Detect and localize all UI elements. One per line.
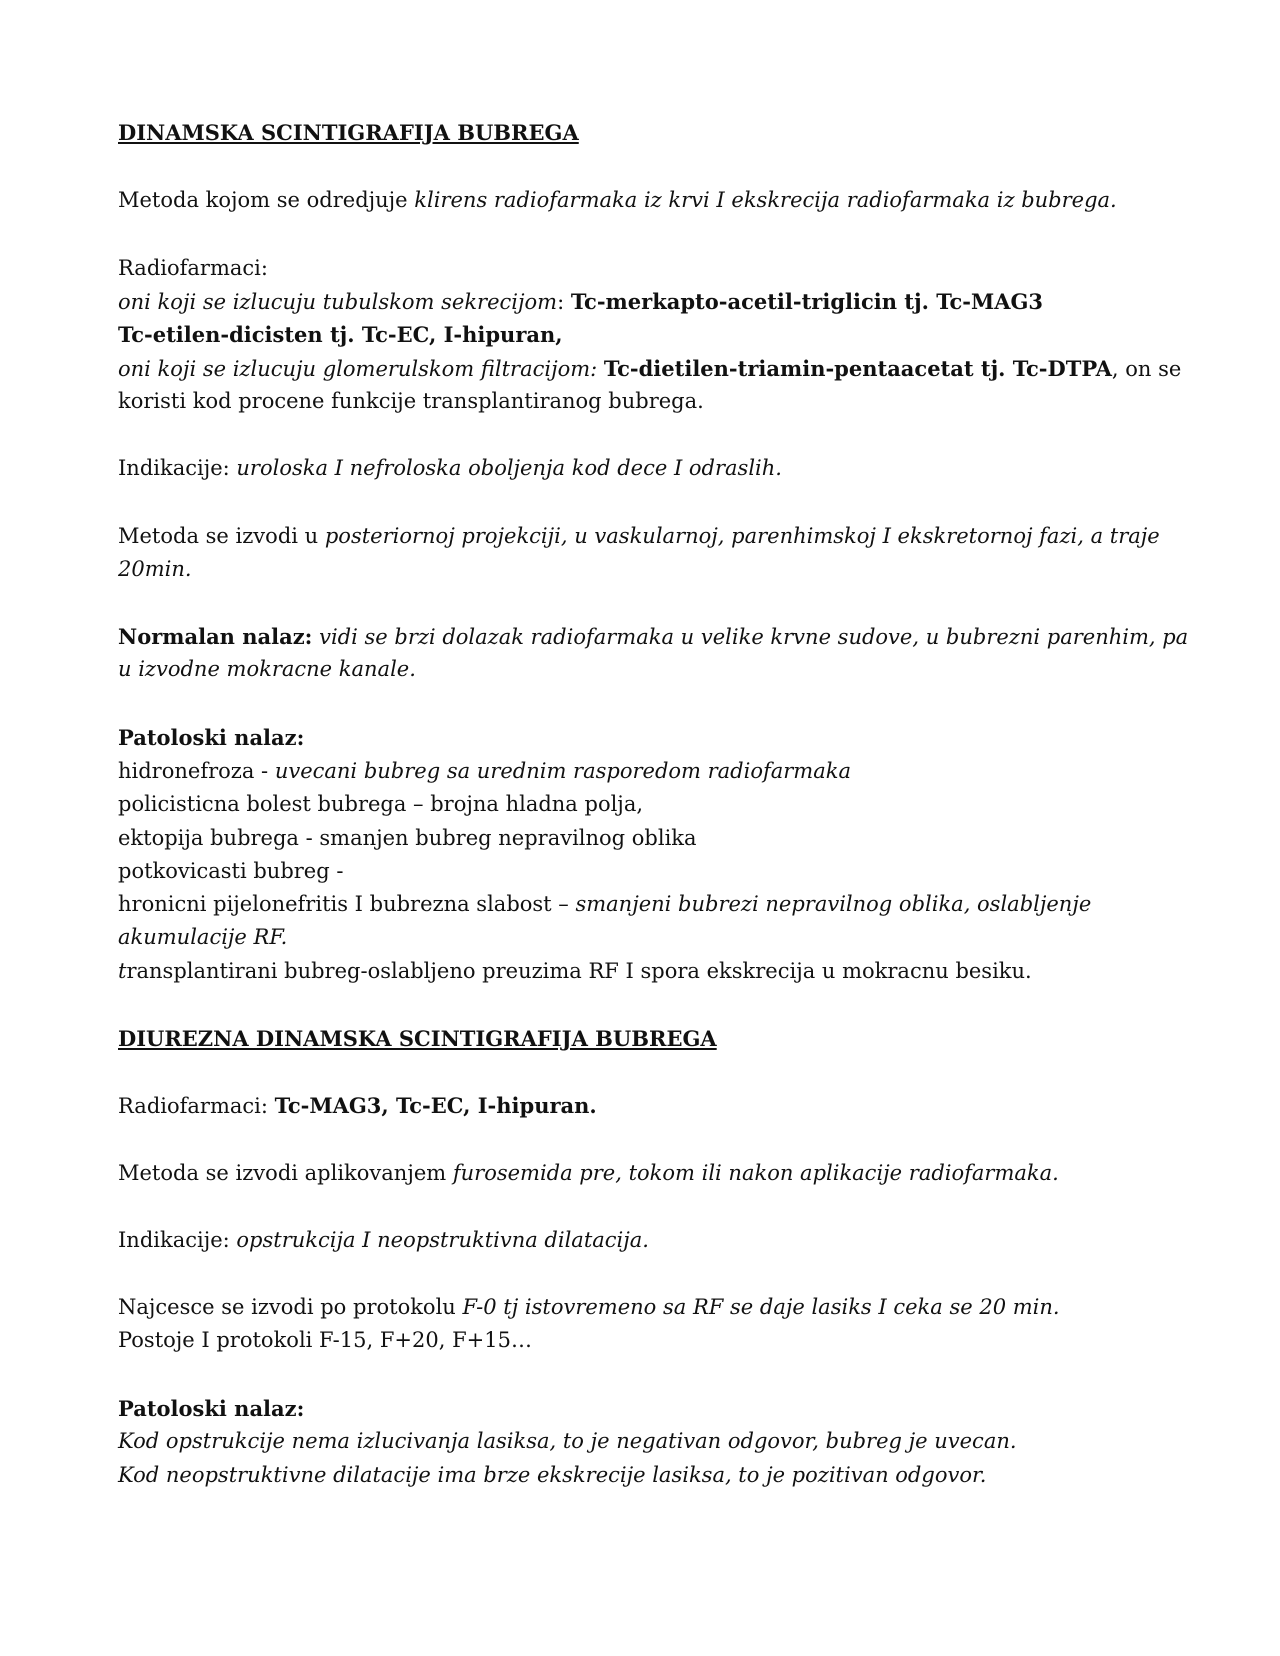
- pathology-term: hidronefroza -: [118, 759, 275, 783]
- method-text: Metoda se izvodi aplikovanjem: [118, 1161, 453, 1185]
- pathology-term: ransplantirani bubreg-oslabljeno preuzima RF I spora ekskrecija u mokracnu besiku.: [126, 959, 1032, 983]
- glomerular-bold: Tc-dietilen-triamin-pentaacetat tj. Tc-DTPA: [603, 356, 1112, 381]
- indications-paragraph: [118, 1224, 649, 1257]
- protocol-italic: F-0 tj istovremeno sa RF se daje lasiks I ceka se 20 min.: [462, 1295, 1060, 1319]
- pathological-label: Patoloski nalaz:: [118, 1396, 305, 1421]
- indications-italic: uroloska I nefroloska oboljenja kod dece I odraslih.: [236, 456, 782, 480]
- pathology-item: [118, 888, 1091, 921]
- normal-italic: vidi se brzi dolazak radiofarmaka u velike krvne sudove, u bubrezni parenhim, pa: [312, 625, 1189, 649]
- pathology-item-continued: akumulacije RF.: [118, 925, 288, 949]
- protocol-paragraph-2: Postoje I protokoli F-15, F+20, F+15…: [118, 1328, 532, 1352]
- normal-finding: [118, 620, 1188, 654]
- protocol-paragraph: [118, 1291, 1060, 1324]
- procedure-paragraph-2: 20min.: [118, 557, 192, 581]
- procedure-italic: posteriornoj projekciji, u vaskularnoj, parenhimskoj I ekskretornoj fazi, a traje: [324, 524, 1160, 548]
- radiopharma-bold: Tc-MAG3, Tc-EC, I-hipuran.: [274, 1093, 597, 1118]
- method-italic: klirens radiofarmaka iz krvi I ekskrecija radiofarmaka iz bubrega.: [414, 188, 1117, 212]
- method-text: Metoda kojom se odredjuje: [118, 188, 415, 212]
- tubular-bold: Tc-merkapto-acetil-triglicin tj. Tc-MAG3: [570, 289, 1044, 314]
- indications-paragraph: [118, 452, 782, 485]
- indications-label: Indikacije:: [118, 456, 237, 480]
- indications-italic: opstrukcija I neopstruktivna dilatacija.: [236, 1228, 649, 1252]
- method-paragraph: [118, 184, 1117, 217]
- normal-label: Normalan nalaz:: [118, 624, 313, 649]
- pathology-item: policisticna bolest bubrega – brojna hladna polja,: [118, 792, 644, 816]
- tubular-colon: :: [557, 290, 571, 314]
- glomerular-italic: oni koji se izlucuju glomerulskom filtracijom:: [118, 357, 604, 381]
- pathology-item: [118, 755, 851, 788]
- pathology-description: smanjeni bubrezi nepravilnog oblika, oslabljenje: [575, 892, 1092, 916]
- radiopharma-glomerular: [118, 352, 1181, 386]
- radiopharma-tubular-2: Tc-etilen-dicisten tj. Tc-EC, I-hipuran,: [118, 322, 563, 347]
- pathology-item: Kod neopstruktivne dilatacije ima brze ekskrecije lasiksa, to je pozitivan odgovor.: [118, 1463, 987, 1487]
- pathological-label: Patoloski nalaz:: [118, 725, 305, 750]
- normal-finding-2: u izvodne mokracne kanale.: [118, 657, 416, 681]
- radiopharma-tubular: [118, 285, 1043, 319]
- procedure-paragraph: [118, 520, 1160, 553]
- pathology-item: potkovicasti bubreg -: [118, 859, 344, 883]
- radiopharma-glomerular-2: koristi kod procene funkcije transplantiranog bubrega.: [118, 389, 704, 413]
- pathology-item: ektopija bubrega - smanjen bubreg nepravilnog oblika: [118, 826, 697, 850]
- procedure-text: Metoda se izvodi u: [118, 524, 325, 548]
- pathology-term: hronicni pijelonefritis I bubrezna slabost –: [118, 892, 576, 916]
- section-heading: DINAMSKA SCINTIGRAFIJA BUBREGA: [118, 120, 579, 145]
- pathology-description: uvecani bubreg sa urednim rasporedom radiofarmaka: [274, 759, 851, 783]
- pathology-item: [118, 955, 1032, 988]
- radiopharma-label: Radiofarmaci:: [118, 256, 268, 280]
- radiopharma-label: Radiofarmaci:: [118, 1094, 275, 1118]
- tubular-italic: oni koji se izlucuju tubulskom sekrecijom: [118, 290, 558, 314]
- pathology-item: Kod opstrukcije nema izlucivanja lasiksa, to je negativan odgovor, bubreg je uvecan.: [118, 1429, 1017, 1453]
- indications-label: Indikacije:: [118, 1228, 237, 1252]
- protocol-text: Najcesce se izvodi po protokolu: [118, 1295, 463, 1319]
- radiopharma-paragraph: [118, 1089, 597, 1123]
- pathology-first-letter: t: [118, 959, 127, 983]
- section-heading: DIUREZNA DINAMSKA SCINTIGRAFIJA BUBREGA: [118, 1026, 717, 1051]
- glomerular-rest: , on se: [1111, 357, 1182, 381]
- method-italic: furosemida pre, tokom ili nakon aplikacije radiofarmaka.: [452, 1161, 1059, 1185]
- method-paragraph: [118, 1157, 1059, 1190]
